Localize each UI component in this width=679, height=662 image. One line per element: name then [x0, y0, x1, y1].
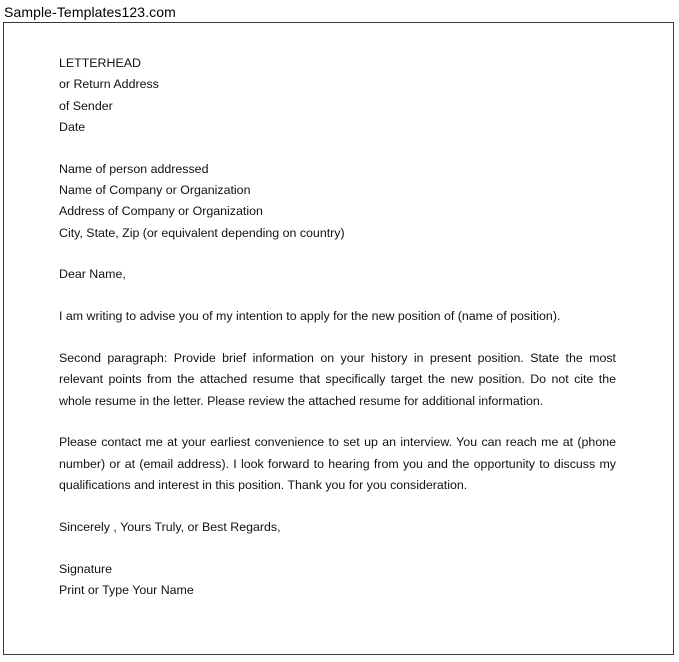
letter-body: [59, 53, 616, 601]
recipient-name: Name of person addressed: [59, 161, 209, 176]
recipient-block: [59, 159, 616, 244]
return-address: or Return Address: [59, 77, 159, 92]
site-watermark: Sample-Templates123.com: [4, 4, 176, 20]
body-paragraph-1: I am writing to advise you of my intention to apply for the new position of (name of position).: [59, 309, 561, 324]
body-paragraph-2: Second paragraph: Provide brief information on your history in present position. State the most relevant points from the attached resume that specifically target the new position. Do not cite the whole resume in the letter. Please review the attached resume for additional information.: [59, 350, 616, 408]
recipient-city-line: City, State, Zip (or equivalent depending on country): [59, 225, 345, 240]
closing-line: Sincerely , Yours Truly, or Best Regards,: [59, 519, 281, 534]
date-line: Date: [59, 119, 86, 134]
sender-block: [59, 53, 616, 138]
salutation: Dear Name,: [59, 267, 126, 282]
recipient-address: Address of Company or Organization: [59, 204, 263, 219]
recipient-company: Name of Company or Organization: [59, 182, 251, 197]
signature-label: Signature: [59, 561, 113, 576]
body-paragraph-3: Please contact me at your earliest convenience to set up an interview. You can reach me at (phone number) or at (email address). I look forward to hearing from you and the opportunity to discuss my qualifications and interest in this position. Thank you for you consideration.: [59, 435, 616, 492]
letterhead: LETTERHEAD: [59, 56, 141, 70]
sender-line: of Sender: [59, 98, 113, 113]
signature-block: [59, 559, 616, 602]
printed-name: Print or Type Your Name: [59, 582, 194, 597]
